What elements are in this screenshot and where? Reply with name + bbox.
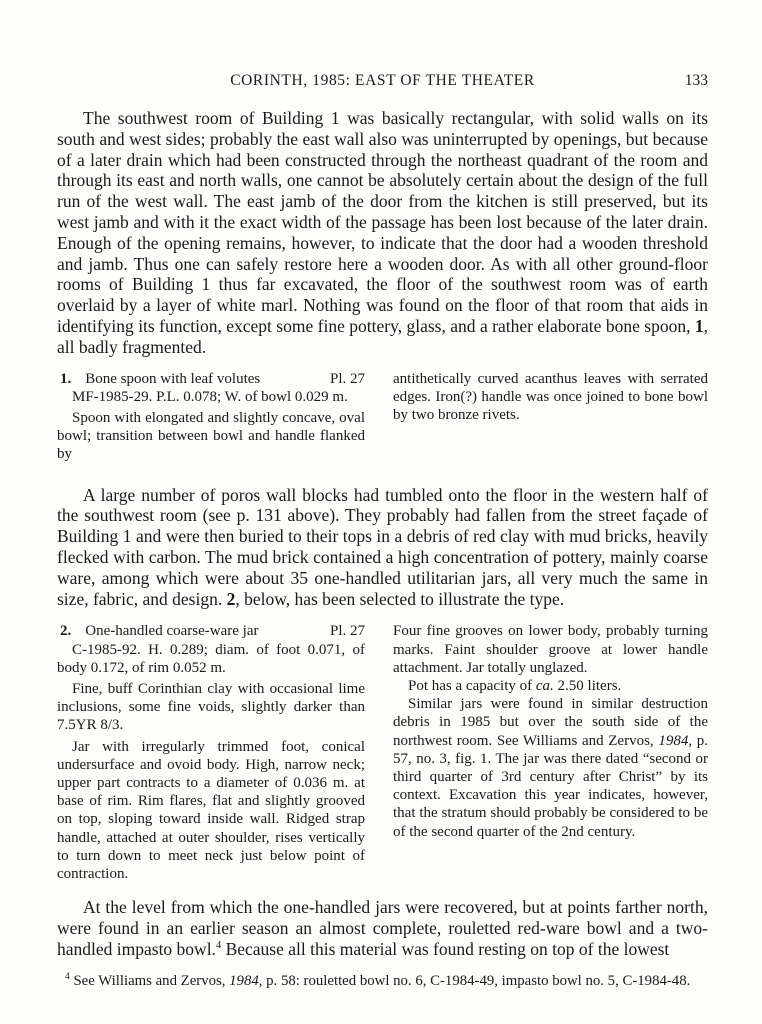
entry-1-right-column [393, 370, 708, 464]
entry-1-heading [57, 370, 365, 388]
citation-year: 1984 [229, 972, 259, 989]
entry-number: 2. [60, 623, 72, 640]
entry-2-right-column [393, 622, 708, 883]
entry-1-description: Spoon with elongated and slightly concave, oval bowl; transition between bowl and handle flanked by [57, 409, 365, 463]
footnote-text: See Williams and Zervos, [69, 972, 230, 989]
catalog-entry-1 [57, 370, 708, 464]
comparanda-text: Similar jars were found in similar destruction debris in 1985 but over the south side of the northwest room. See Williams and Zervos, [393, 696, 708, 749]
footnote-text: , p. 58: rouletted bowl no. 6, C-1984-49, impasto bowl no. 5, C-1984-48. [258, 972, 691, 989]
entry-2-heading [57, 622, 365, 640]
paragraph-text: A large number of poros wall blocks had tumbled onto the floor in the western half of the southwest room (see p. 131 above). They probably had fallen from the street façade of Building 1 and were then buried to their tops in a debris of red clay with mud bricks, heavily flecked with carbon. The mud brick contained a high concentration of pottery, mainly coarse ware, among which were about 35 one-handled utilitarian jars, all very much the same in size, fabric, and design. [57, 484, 708, 609]
paragraph-southwest-room [57, 108, 708, 358]
footnote-marker: 4 [65, 971, 70, 982]
entry-2-capacity [393, 677, 708, 695]
entry-1-description-continued: antithetically curved acanthus leaves with serrated edges. Iron(?) handle was once joined to bone bowl by two bronze rivets. [393, 370, 708, 423]
plate-reference: Pl. 27 [329, 623, 365, 640]
entry-title: Bone spoon with leaf volutes [85, 370, 261, 387]
citation-year: 1984 [658, 732, 689, 749]
footnote-reference-4: 4 [215, 939, 222, 951]
page-title: CORINTH, 1985: EAST OF THE THEATER [230, 72, 535, 89]
page-number: 133 [684, 72, 708, 89]
paragraph-wall-blocks [57, 485, 708, 610]
capacity-text: Pot has a capacity of [408, 677, 536, 694]
entry-2-shape: Jar with irregularly trimmed foot, conical undersurface and ovoid body. High, narrow neck; upper part contracts to a diameter of 0.036 m. at base of rim. Rim flares, flat and slightly grooved on top, sloping toward inside wall. Ridged strap handle, attached at outer shoulder, rises vertically to turn down to meet neck just below point of contraction. [57, 738, 365, 882]
comparanda-text: , p. 57, no. 3, fig. 1. The jar was there dated “second or third quarter of 3rd century after Christ” by its context. Excavation this year indicates, however, that the stratum should probably be considered to be of the second quarter of the 2nd century. [393, 732, 708, 840]
paragraph-bowls [57, 897, 708, 959]
running-head [57, 73, 708, 89]
catalog-ref-1: 1 [694, 315, 704, 336]
paragraph-text: The southwest room of Building 1 was basically rectangular, with solid walls on its south and west sides; probably the east wall also was uninterrupted by openings, but because of a later drain which had been constructed through the northeast quadrant of the room and through its east and north walls, one cannot be absolutely certain about the design of the full run of the west wall. The east jamb of the door from the kitchen is still preserved, but its west jamb and with it the exact width of the passage has been lost because of the later drain. Enough of the opening remains, however, to indicate that the door had a wooden threshold and jamb. Thus one can safely restore here a wooden door. As with all other ground-floor rooms of Building 1 thus far excavated, the floor of the southwest room was of earth overlaid by a layer of white marl. Nothing was found on the floor of that room that aids in identifying its function, except some fine pottery, glass, and a rather elaborate bone spoon, [57, 108, 708, 336]
entry-2-inventory-line: C-1985-92. H. 0.289; diam. of foot 0.071, of body 0.172, of rim 0.052 m. [57, 641, 365, 676]
paragraph-text: At the level from which the one-handled jars were recovered, but at points farther north, were found in an earlier season an almost complete, rouletted red-ware bowl and a two-handled impasto bowl. [57, 897, 708, 959]
paragraph-text: , all badly fragmented. [57, 315, 708, 357]
circa-abbreviation: ca. [535, 677, 554, 694]
entry-1-inventory-line: MF-1985-29. P.L. 0.078; W. of bowl 0.029 m. [72, 388, 348, 405]
entry-number: 1. [60, 370, 72, 387]
entry-2-left-column [57, 622, 365, 883]
paragraph-text: Because all this material was found resting on top of the lowest [221, 938, 670, 959]
capacity-text: 2.50 liters. [553, 677, 622, 694]
catalog-ref-2: 2 [226, 588, 236, 609]
entry-title: One-handled coarse-ware jar [85, 623, 259, 640]
footnote-4 [57, 972, 708, 990]
paragraph-text: , below, has been selected to illustrate the type. [235, 588, 565, 609]
entry-2-comparanda [393, 695, 708, 841]
entry-1-left-column [57, 370, 365, 464]
catalog-entry-2 [57, 622, 708, 883]
plate-reference: Pl. 27 [329, 370, 365, 387]
entry-2-description-continued: Four fine grooves on lower body, probably turning marks. Faint shoulder groove at lower handle attachment. Jar totally unglazed. [393, 623, 708, 676]
entry-2-fabric: Fine, buff Corinthian clay with occasional lime inclusions, some fine voids, slightly darker than 7.5YR 8/3. [57, 680, 365, 734]
